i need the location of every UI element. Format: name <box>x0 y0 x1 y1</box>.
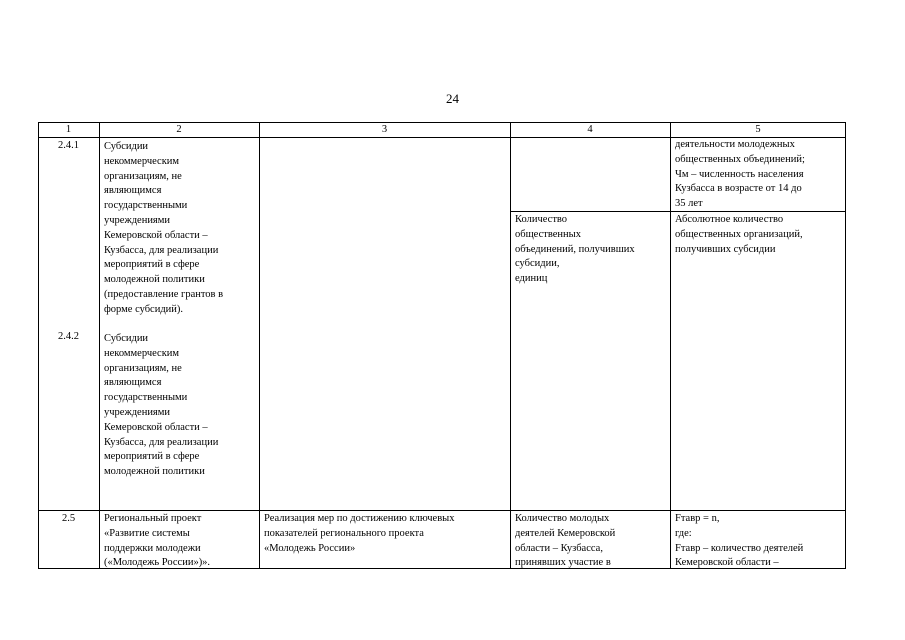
header-col-3: 3 <box>381 124 388 135</box>
table-border-left <box>38 122 39 569</box>
header-col-5: 5 <box>755 124 761 135</box>
row-241-col5-formula: Абсолютное количество общественных организаций, получивших субсидии <box>675 214 803 255</box>
row-divider <box>38 510 846 511</box>
row-241-col5-top: деятельности молодежных общественных объединений; Чм – численность населения Кузбасса в возрасте от 14 до 35 лет <box>675 139 805 210</box>
col-divider-4 <box>670 122 671 569</box>
col-divider-1 <box>99 122 100 569</box>
row-241-number: 2.4.1 <box>58 140 79 151</box>
row-25-name: Региональный проект «Развитие системы поддержки молодежи («Молодежь России»)». <box>104 513 211 569</box>
table-border-right <box>845 122 846 569</box>
row-241-col4-indicator: Количество общественных объединений, получивших субсидии, единиц <box>515 214 635 285</box>
row-242-number: 2.4.2 <box>58 331 79 342</box>
page-number: 24 <box>446 91 459 106</box>
row-242-name: Субсидии некоммерческим организациям, не являющимся государственными учреждениями Кемеровской области – Кузбасса, для реализации мероприятий в сфере молодежной политики <box>104 333 219 478</box>
row-25-indicator: Количество молодых деятелей Кемеровской области – Кузбасса, принявших участие в <box>515 513 616 569</box>
col-divider-3 <box>510 122 511 569</box>
col4-divider <box>510 211 670 212</box>
row-25-measures: Реализация мер по достижению ключевых показателей регионального проекта «Молодежь России» <box>264 513 455 554</box>
row-25-number: 2.5 <box>61 513 76 524</box>
header-col-4: 4 <box>587 124 593 135</box>
row-241-name: Субсидии некоммерческим организациям, не являющимся государственными учреждениями Кемеровской области – Кузбасса, для реализации мероприятий в сфере молодежной политики (предоставление грантов в форме субсидий). <box>104 141 224 315</box>
header-col-1: 1 <box>65 124 72 135</box>
row-25-formula: Fтавр = n, где: Fтавр – количество деятелей Кемеровской области – <box>675 513 804 569</box>
header-col-2: 2 <box>176 124 182 135</box>
col-divider-2 <box>259 122 260 569</box>
indicator-table <box>38 122 846 569</box>
